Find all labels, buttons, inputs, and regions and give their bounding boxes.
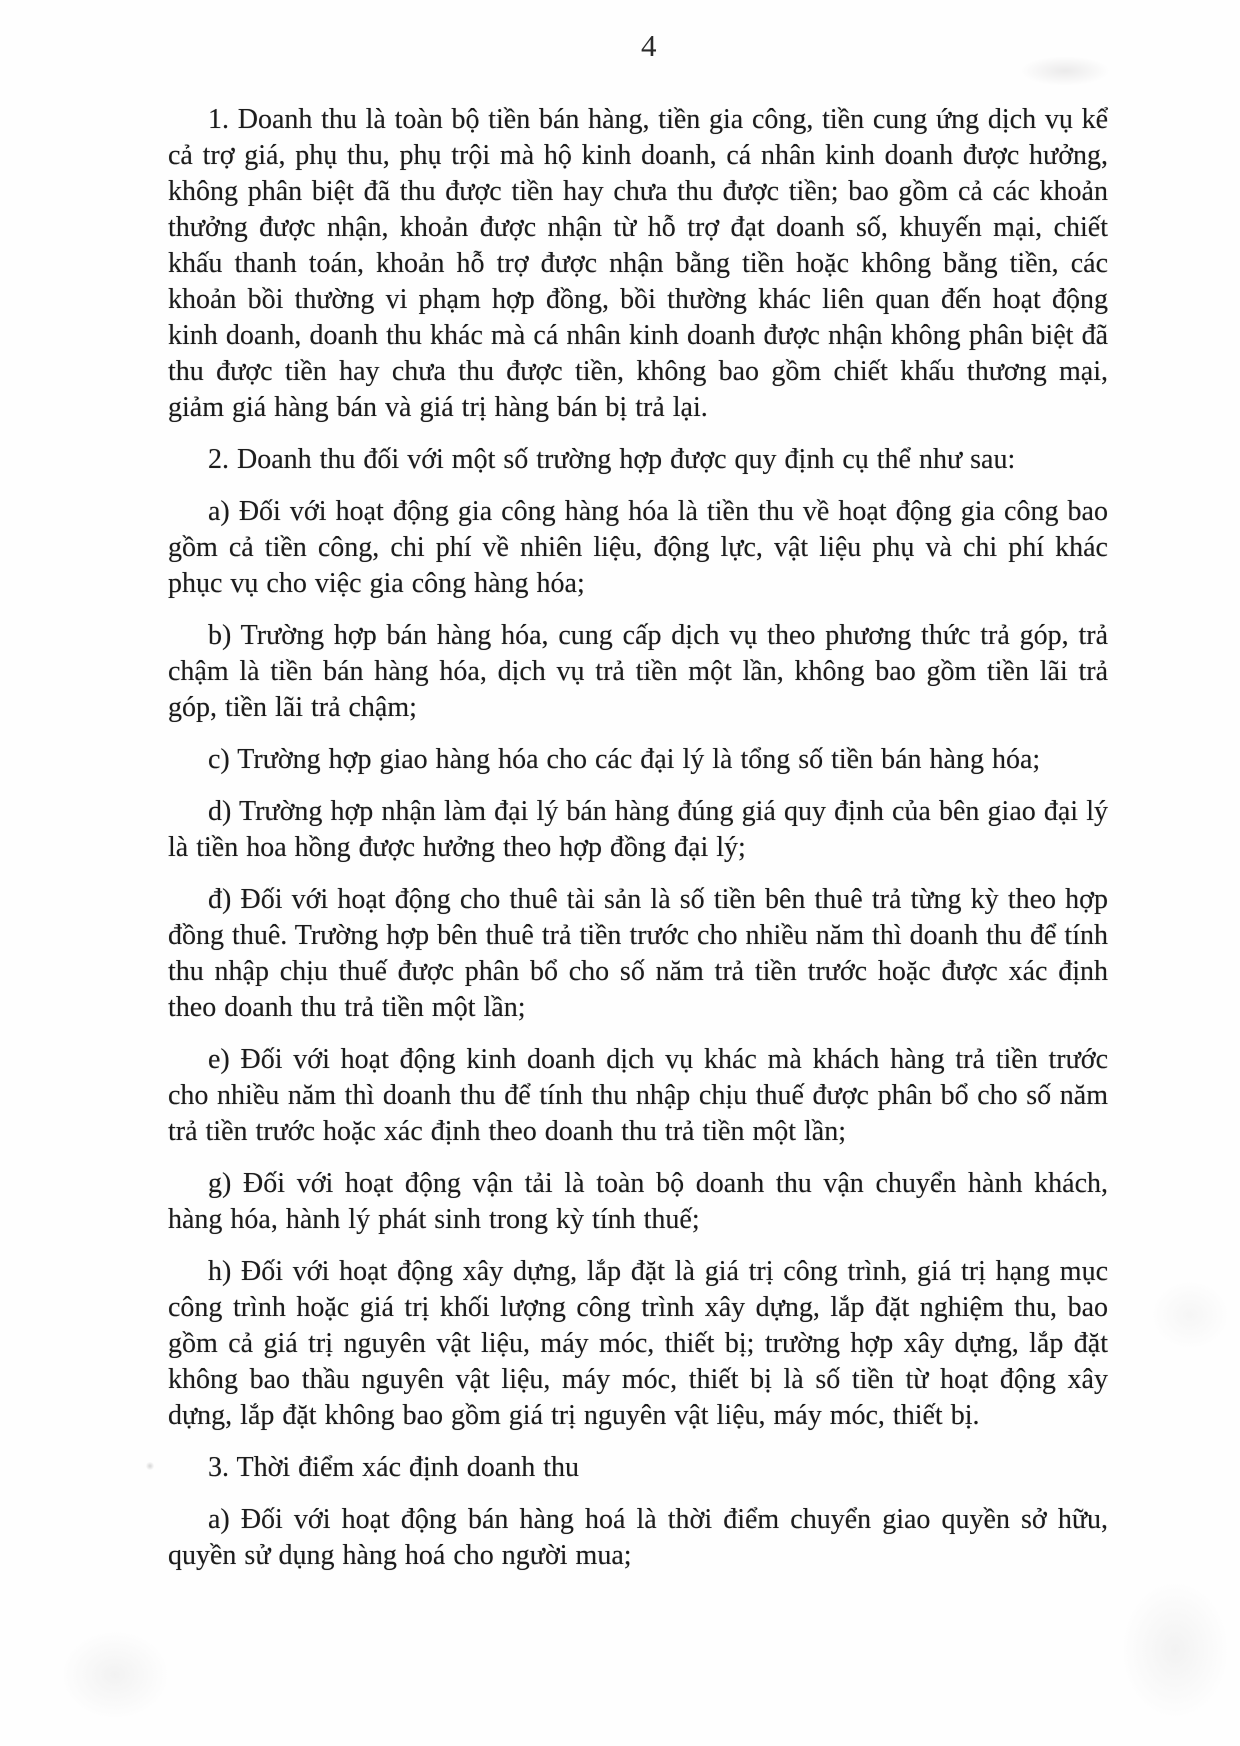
paragraph-point-g: g) Đối với hoạt động vận tải là toàn bộ doanh thu vận chuyển hành khách, hàng hóa, hành lý phát sinh trong kỳ tính thuế; [168,1168,1108,1235]
paragraph-point-h: h) Đối với hoạt động xây dựng, lắp đặt là giá trị công trình, giá trị hạng mục công trình hoặc giá trị khối lượng công trình xây dựng, lắp đặt nghiệm thu, bao gồm cả giá trị nguyên vật liệu, máy móc, thiết bị; trường hợp xây dựng, lắp đặt không bao thầu nguyên vật liệu, máy móc, thiết bị là số tiền từ hoạt động xây dựng, lắp đặt không bao gồm giá trị nguyên vật liệu, máy móc, thiết bị. [168,1256,1108,1431]
page-number: 4 [641,28,657,63]
paragraph-clause-1: 1. Doanh thu là toàn bộ tiền bán hàng, tiền gia công, tiền cung ứng dịch vụ kể cả trợ giá, phụ thu, phụ trội mà hộ kinh doanh, cá nhân kinh doanh được hưởng, không phân biệt đã thu được tiền hay chưa thu được tiền; bao gồm cả các khoản thưởng được nhận, khoản được nhận từ hỗ trợ đạt doanh số, khuyến mại, chiết khấu thanh toán, khoản hỗ trợ được nhận bằng tiền hoặc không bằng tiền, các khoản bồi thường vi phạm hợp đồng, bồi thường khác liên quan đến hoạt động kinh doanh, doanh thu khác mà cá nhân kinh doanh được nhận không phân biệt đã thu được tiền hay chưa thu được tiền, không bao gồm chiết khấu thương mại, giảm giá hàng bán và giá trị hàng bán bị trả lại. [168,104,1108,423]
paragraph-clause-3-point-a: a) Đối với hoạt động bán hàng hoá là thời điểm chuyển giao quyền sở hữu, quyền sử dụng hàng hoá cho người mua; [168,1504,1108,1571]
scan-smudge-mid-right [1150,1280,1230,1350]
paragraph-point-e: e) Đối với hoạt động kinh doanh dịch vụ khác mà khách hàng trả tiền trước cho nhiều năm thì doanh thu để tính thu nhập chịu thuế được phân bổ cho số năm trả tiền trước hoặc xác định theo doanh thu trả tiền một lần; [168,1044,1108,1147]
paragraph-clause-3: 3. Thời điểm xác định doanh thu [208,1452,580,1483]
paragraph-point-a: a) Đối với hoạt động gia công hàng hóa là tiền thu về hoạt động gia công bao gồm cả tiền công, chi phí về nhiên liệu, động lực, vật liệu phụ và chi phí khác phục vụ cho việc gia công hàng hóa; [168,496,1108,599]
paragraph-clause-2: 2. Doanh thu đối với một số trường hợp được quy định cụ thể như sau: [208,444,1016,475]
paragraph-point-b: b) Trường hợp bán hàng hóa, cung cấp dịch vụ theo phương thức trả góp, trả chậm là tiền bán hàng hóa, dịch vụ trả tiền một lần, không bao gồm tiền lãi trả góp, tiền lãi trả chậm; [168,620,1108,723]
paragraph-point-c: c) Trường hợp giao hàng hóa cho các đại lý là tổng số tiền bán hàng hóa; [208,744,1041,775]
document-body [168,102,1108,1590]
paragraph-point-d: d) Trường hợp nhận làm đại lý bán hàng đúng giá quy định của bên giao đại lý là tiền hoa hồng được hưởng theo hợp đồng đại lý; [168,796,1108,863]
scan-speck [146,1462,154,1470]
scan-smudge-bottom-left [60,1630,170,1720]
paragraph-point-dd: đ) Đối với hoạt động cho thuê tài sản là số tiền bên thuê trả từng kỳ theo hợp đồng thuê. Trường hợp bên thuê trả tiền trước cho nhiều năm thì doanh thu để tính thu nhập chịu thuế được phân bổ cho số năm trả tiền trước hoặc được xác định theo doanh thu trả tiền một lần; [168,884,1108,1023]
scan-smudge-bottom-right [1120,1580,1230,1720]
